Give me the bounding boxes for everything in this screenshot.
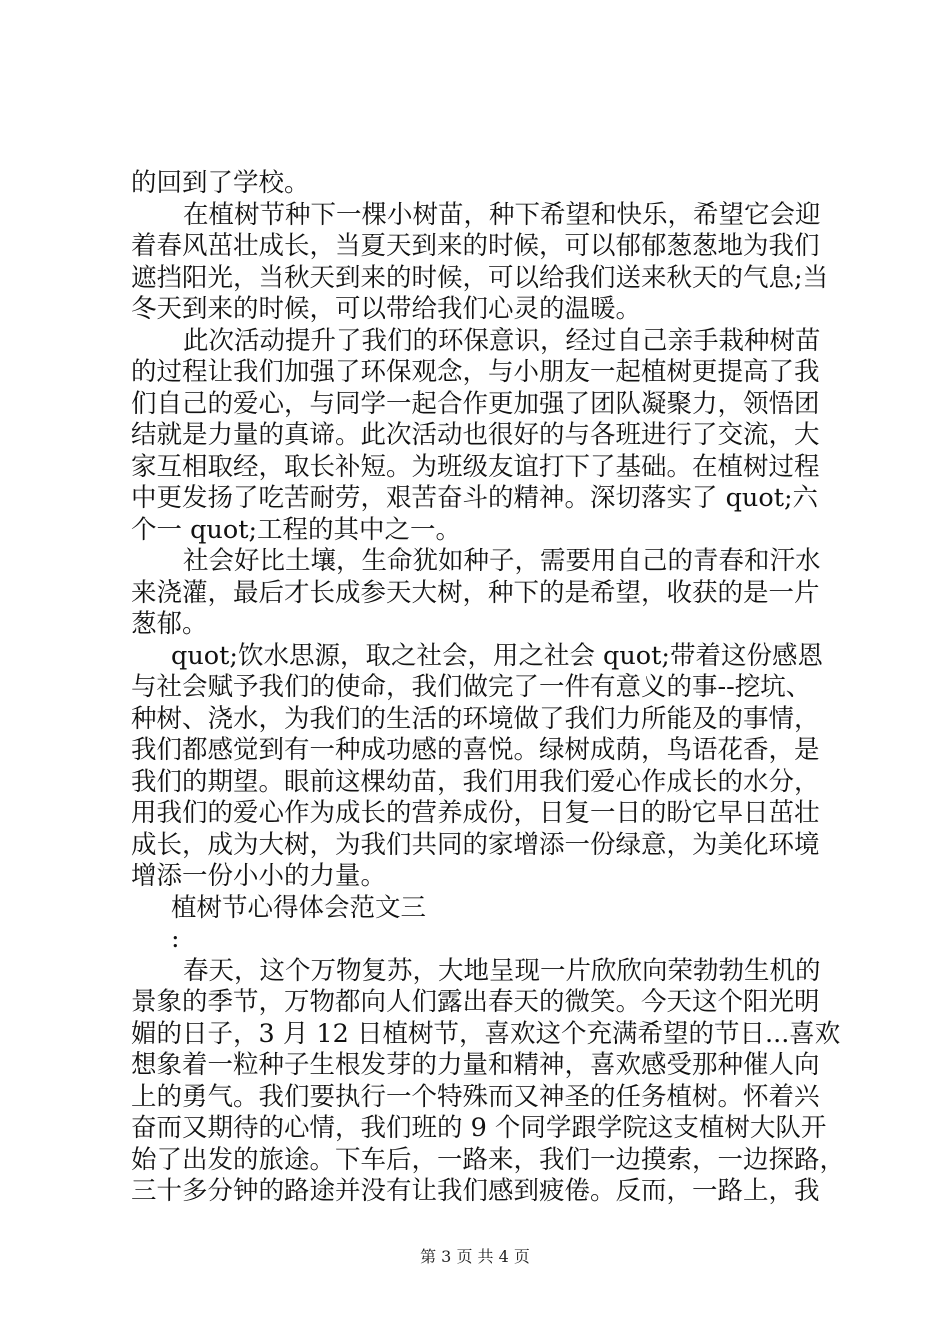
- text-line: 社会好比土壤，生命犹如种子，需要用自己的青春和汗水: [183, 546, 821, 576]
- text-line: 上的勇气。我们要执行一个特殊而又神圣的任务植树。怀着兴: [131, 1081, 820, 1112]
- text-line: 着春风茁壮成长，当夏天到来的时候，可以郁郁葱葱地为我们: [131, 231, 820, 261]
- text-line: 春天，这个万物复苏，大地呈现一片欣欣向荣勃勃生机的: [183, 955, 821, 986]
- text-line: 家互相取经，取长补短。为班级友谊打下了基础。在植树过程: [131, 451, 820, 482]
- text-line: 的回到了学校。: [131, 168, 310, 198]
- text-line: 在植树节种下一棵小树苗，种下希望和快乐，希望它会迎: [183, 199, 821, 230]
- text-line: :: [171, 924, 180, 954]
- text-line: 三十多分钟的路途并没有让我们感到疲倦。反而，一路上，我: [131, 1176, 820, 1206]
- text-line: 个一 quot;工程的其中之一。: [131, 514, 462, 545]
- text-line: 景象的季节，万物都向人们露出春天的微笑。今天这个阳光明: [131, 987, 820, 1017]
- text-line: 种树、浇水，为我们的生活的环境做了我们力所能及的事情，: [131, 703, 820, 734]
- text-line: quot;饮水思源，取之社会，用之社会 quot;带着这份感恩: [171, 640, 823, 671]
- text-line: 遮挡阳光，当秋天到来的时候，可以给我们送来秋天的气息;当: [131, 262, 829, 293]
- text-line: 媚的日子，3 月 12 日植树节，喜欢这个充满希望的节日...喜欢: [131, 1018, 841, 1049]
- text-line: 成长，成为大树，为我们共同的家增添一份绿意，为美化环境: [131, 829, 820, 860]
- text-line: 葱郁。: [131, 609, 208, 639]
- text-line: 我们都感觉到有一种成功感的喜悦。绿树成荫，鸟语花香，是: [131, 735, 820, 765]
- text-line: 中更发扬了吃苦耐劳，艰苦奋斗的精神。深切落实了 quot;六: [131, 483, 819, 513]
- text-line: 想象着一粒种子生根发芽的力量和精神，喜欢感受那种催人向: [131, 1050, 820, 1080]
- text-line: 与社会赋予我们的使命，我们做完了一件有意义的事--挖坑、: [131, 672, 812, 702]
- text-line: 此次活动提升了我们的环保意识，经过自己亲手栽种树苗: [183, 325, 821, 356]
- text-line: 始了出发的旅途。下车后，一路来，我们一边摸索，一边探路，: [131, 1144, 846, 1175]
- page-footer: 第 3 页 共 4 页: [420, 1247, 530, 1266]
- body-text: [131, 168, 846, 1208]
- text-line: 我们的期望。眼前这棵幼苗，我们用我们爱心作成长的水分，: [131, 766, 820, 797]
- text-line: 们自己的爱心，与同学一起合作更加强了团队凝聚力，领悟团: [131, 388, 820, 419]
- text-line: 奋而又期待的心情，我们班的 9 个同学跟学院这支植树大队开: [131, 1113, 827, 1143]
- text-line: 来浇灌，最后才长成参天大树，种下的是希望，收获的是一片: [131, 577, 820, 608]
- text-line: 植树节心得体会范文三: [171, 892, 427, 923]
- text-line: 结就是力量的真谛。此次活动也很好的与各班进行了交流，大: [131, 420, 820, 450]
- text-line: 增添一份小小的力量。: [131, 861, 387, 891]
- text-line: 的过程让我们加强了环保观念，与小朋友一起植树更提高了我: [131, 357, 820, 387]
- text-line: 冬天到来的时候，可以带给我们心灵的温暖。: [131, 294, 642, 324]
- text-line: 用我们的爱心作为成长的营养成份，日复一日的盼它早日茁壮: [131, 798, 820, 828]
